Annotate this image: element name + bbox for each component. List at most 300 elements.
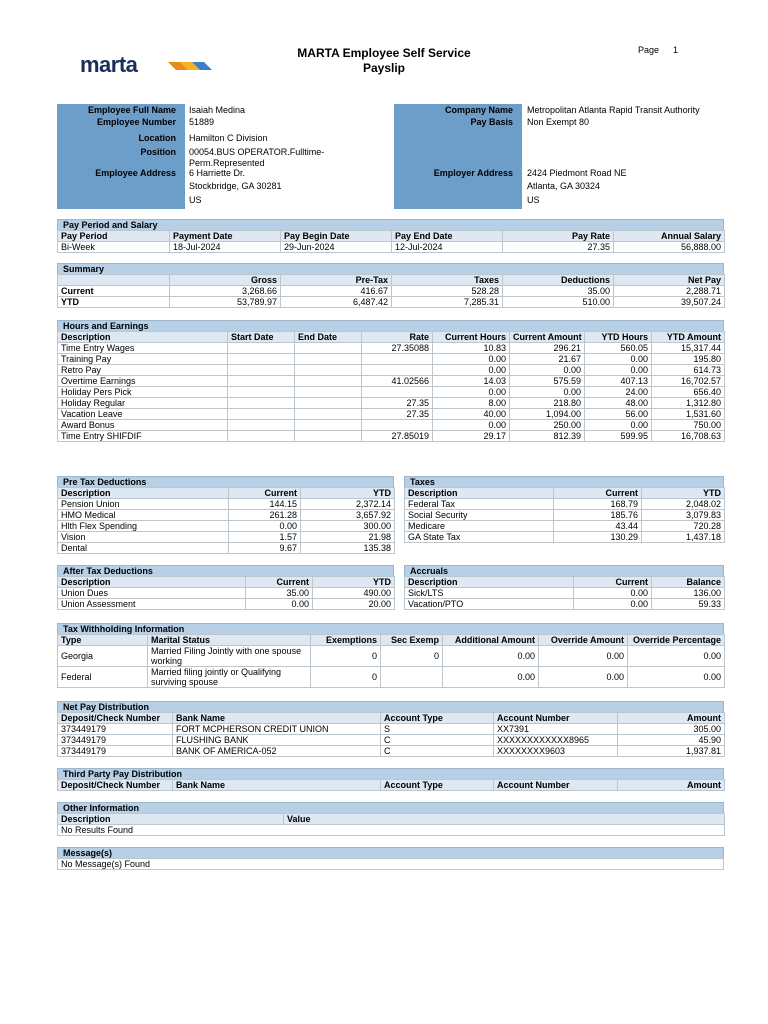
table-cell: 0 — [311, 667, 381, 688]
table-cell: Vacation Leave — [58, 409, 228, 420]
table-cell: 2,048.02 — [642, 499, 725, 510]
column-header: Net Pay — [614, 275, 725, 286]
table-row — [58, 746, 725, 757]
table-cell: 27.35 — [362, 398, 433, 409]
table-cell: 0.00 — [443, 646, 539, 667]
employee-address-label: Employee Address — [95, 168, 176, 178]
table-cell: 14.03 — [433, 376, 510, 387]
table-cell: Pension Union — [58, 499, 229, 510]
table-cell: 12-Jul-2024 — [392, 242, 503, 253]
other-info-section — [57, 802, 724, 836]
table-cell: 0 — [311, 646, 381, 667]
column-header: YTD — [642, 488, 725, 499]
table-cell: 1,437.18 — [642, 532, 725, 543]
table-cell — [295, 376, 362, 387]
column-header: Current Hours — [433, 332, 510, 343]
table-cell: 15,317.44 — [652, 343, 725, 354]
table-cell: 39,507.24 — [614, 297, 725, 308]
column-header: Deposit/Check Number — [58, 713, 173, 724]
table-cell: 0.00 — [433, 387, 510, 398]
position-label: Position — [140, 147, 176, 157]
table-cell: 135.38 — [301, 543, 395, 554]
column-header: Pay Begin Date — [281, 231, 392, 242]
table-cell: 130.29 — [554, 532, 642, 543]
table-row — [58, 724, 725, 735]
table-cell: XXXXXXXXXXXX8965 — [494, 735, 618, 746]
table-cell: 2,288.71 — [614, 286, 725, 297]
table-row — [58, 667, 725, 688]
table-cell: 614.73 — [652, 365, 725, 376]
table-cell: Overtime Earnings — [58, 376, 228, 387]
table-cell: Time Entry Wages — [58, 343, 228, 354]
empty-message: No Message(s) Found — [58, 859, 724, 870]
accruals-title: Accruals — [404, 565, 724, 576]
table-cell: Vacation/PTO — [405, 599, 574, 610]
table-cell: 0 — [381, 646, 443, 667]
table-cell: 407.13 — [585, 376, 652, 387]
table-cell: Social Security — [405, 510, 554, 521]
table-row — [58, 431, 725, 442]
table-cell — [228, 420, 295, 431]
messages-section — [57, 847, 724, 870]
column-header: Value — [284, 814, 725, 825]
table-cell: Holiday Pers Pick — [58, 387, 228, 398]
table-cell: HMO Medical — [58, 510, 229, 521]
table-cell: 16,708.63 — [652, 431, 725, 442]
pretax-section — [57, 476, 394, 554]
table-cell: Award Bonus — [58, 420, 228, 431]
column-header — [58, 275, 170, 286]
column-header: Current — [574, 577, 652, 588]
table-cell: Married Filing Jointly with one spouse working — [148, 646, 311, 667]
table-row — [58, 297, 725, 308]
employee-full-name: Isaiah Medina — [189, 105, 246, 115]
column-header: YTD — [301, 488, 395, 499]
column-header: Description — [58, 577, 246, 588]
table-cell — [295, 343, 362, 354]
table-cell: 16,702.57 — [652, 376, 725, 387]
table-cell — [295, 398, 362, 409]
column-header: Description — [405, 577, 574, 588]
table-cell: 0.00 — [539, 667, 628, 688]
table-cell: 575.59 — [510, 376, 585, 387]
hours-earnings-table — [57, 331, 725, 442]
table-cell: 20.00 — [313, 599, 395, 610]
table-header-row — [58, 814, 725, 825]
employer-address-line1: 2424 Piedmont Road NE — [527, 168, 627, 178]
pretax-title: Pre Tax Deductions — [57, 476, 394, 487]
table-cell: 0.00 — [433, 365, 510, 376]
table-cell: 9.67 — [229, 543, 301, 554]
table-cell — [295, 354, 362, 365]
table-cell: 10.83 — [433, 343, 510, 354]
table-cell: 373449179 — [58, 724, 173, 735]
table-cell: 21.67 — [510, 354, 585, 365]
column-header: Pay Period — [58, 231, 170, 242]
table-cell: 300.00 — [301, 521, 395, 532]
table-cell: Hlth Flex Spending — [58, 521, 229, 532]
employee-full-name-label: Employee Full Name — [87, 105, 176, 115]
table-cell: 373449179 — [58, 746, 173, 757]
table-header-row — [58, 780, 725, 791]
table-cell: FORT MCPHERSON CREDIT UNION — [173, 724, 381, 735]
net-pay-table — [57, 712, 725, 757]
table-cell: Medicare — [405, 521, 554, 532]
table-cell: 41.02566 — [362, 376, 433, 387]
table-cell: 27.35088 — [362, 343, 433, 354]
table-cell: 250.00 — [510, 420, 585, 431]
table-cell: 1,312.80 — [652, 398, 725, 409]
employer-address-line2: Atlanta, GA 30324 — [527, 181, 601, 191]
table-cell: 0.00 — [628, 646, 725, 667]
column-header: Bank Name — [173, 713, 381, 724]
table-cell: Federal Tax — [405, 499, 554, 510]
table-cell: S — [381, 724, 494, 735]
table-cell: Retro Pay — [58, 365, 228, 376]
table-row — [405, 588, 725, 599]
table-cell: 218.80 — [510, 398, 585, 409]
table-cell: 3,657.92 — [301, 510, 395, 521]
column-header: Payment Date — [170, 231, 281, 242]
table-cell: 136.00 — [652, 588, 725, 599]
table-cell: 35.00 — [246, 588, 313, 599]
row-header: YTD — [58, 297, 170, 308]
table-row — [405, 521, 725, 532]
column-header: Account Number — [494, 713, 618, 724]
table-cell: Federal — [58, 667, 148, 688]
table-cell: 185.76 — [554, 510, 642, 521]
column-header: Start Date — [228, 332, 295, 343]
table-cell: 0.00 — [574, 599, 652, 610]
table-cell: Bi-Week — [58, 242, 170, 253]
table-cell: 56,888.00 — [614, 242, 725, 253]
accruals-section — [404, 565, 724, 610]
table-cell — [362, 365, 433, 376]
messages-table — [57, 858, 724, 870]
other-info-table — [57, 813, 725, 836]
table-cell: 528.28 — [392, 286, 503, 297]
table-header-row — [405, 577, 725, 588]
page-indicator — [638, 45, 692, 55]
column-header: Description — [58, 488, 229, 499]
column-header: Current Amount — [510, 332, 585, 343]
table-cell: 48.00 — [585, 398, 652, 409]
table-cell: 1,937.81 — [618, 746, 725, 757]
table-row — [58, 420, 725, 431]
table-row — [58, 499, 395, 510]
table-row — [58, 521, 395, 532]
column-header: Deductions — [503, 275, 614, 286]
aftertax-table — [57, 576, 395, 610]
table-cell: 1.57 — [229, 532, 301, 543]
table-row — [58, 387, 725, 398]
third-party-title: Third Party Pay Distribution — [57, 768, 724, 779]
taxes-table — [404, 487, 725, 543]
table-row — [58, 588, 395, 599]
table-cell: 6,487.42 — [281, 297, 392, 308]
table-cell: XX7391 — [494, 724, 618, 735]
table-cell — [381, 667, 443, 688]
table-cell: 490.00 — [313, 588, 395, 599]
column-header: Rate — [362, 332, 433, 343]
column-header: Override Percentage — [628, 635, 725, 646]
table-cell — [228, 409, 295, 420]
table-cell — [295, 387, 362, 398]
table-cell: 261.28 — [229, 510, 301, 521]
other-info-title: Other Information — [57, 802, 724, 813]
column-header: Account Type — [381, 713, 494, 724]
table-cell — [295, 409, 362, 420]
table-cell: 8.00 — [433, 398, 510, 409]
table-cell: 21.98 — [301, 532, 395, 543]
table-header-row — [58, 577, 395, 588]
table-cell: 0.00 — [585, 354, 652, 365]
table-cell: 0.00 — [433, 354, 510, 365]
table-cell: 0.00 — [510, 365, 585, 376]
taxes-title: Taxes — [404, 476, 724, 487]
table-cell: 3,079.83 — [642, 510, 725, 521]
accruals-table — [404, 576, 725, 610]
table-cell: 656.40 — [652, 387, 725, 398]
page-label: Page — [638, 45, 660, 55]
table-cell: 0.00 — [574, 588, 652, 599]
summary-title: Summary — [57, 263, 724, 274]
column-header: Bank Name — [173, 780, 381, 791]
table-cell — [295, 365, 362, 376]
company-name: Metropolitan Atlanta Rapid Transit Authority — [527, 105, 700, 115]
table-cell: Union Assessment — [58, 599, 246, 610]
table-cell: 0.00 — [443, 667, 539, 688]
table-header-row — [58, 332, 725, 343]
table-row — [58, 398, 725, 409]
column-header: Pre-Tax — [281, 275, 392, 286]
table-cell: 0.00 — [585, 365, 652, 376]
table-cell: 29.17 — [433, 431, 510, 442]
net-pay-title: Net Pay Distribution — [57, 701, 724, 712]
table-cell: Holiday Regular — [58, 398, 228, 409]
table-cell: 0.00 — [510, 387, 585, 398]
table-cell: 29-Jun-2024 — [281, 242, 392, 253]
employee-address-line2: Stockbridge, GA 30281 — [189, 181, 282, 191]
summary-section — [57, 263, 724, 308]
table-row — [58, 735, 725, 746]
table-cell: 720.28 — [642, 521, 725, 532]
hours-earnings-section — [57, 320, 724, 442]
table-cell: 144.15 — [229, 499, 301, 510]
employee-address-line1: 6 Harriette Dr. — [189, 168, 246, 178]
table-cell: 1,094.00 — [510, 409, 585, 420]
table-cell: BANK OF AMERICA-052 — [173, 746, 381, 757]
table-row — [58, 543, 395, 554]
column-header: Amount — [618, 780, 725, 791]
table-row — [58, 343, 725, 354]
table-cell: 59.33 — [652, 599, 725, 610]
employee-address-line3: US — [189, 195, 202, 205]
table-cell: 35.00 — [503, 286, 614, 297]
table-header-row — [405, 488, 725, 499]
position-value: 00054.BUS OPERATOR.Fulltime-Perm.Represented — [189, 147, 325, 168]
table-cell — [295, 431, 362, 442]
table-cell: Married filing jointly or Qualifying surviving spouse — [148, 667, 311, 688]
table-cell: 0.00 — [229, 521, 301, 532]
aftertax-title: After Tax Deductions — [57, 565, 394, 576]
table-row — [58, 286, 725, 297]
employee-number: 51889 — [189, 117, 215, 127]
table-row — [58, 599, 395, 610]
column-header: Description — [58, 332, 228, 343]
column-header: Sec Exemp — [381, 635, 443, 646]
table-cell — [228, 354, 295, 365]
table-cell: 3,268.66 — [170, 286, 281, 297]
pretax-table — [57, 487, 395, 554]
table-row — [58, 365, 725, 376]
table-cell: 0.00 — [246, 599, 313, 610]
hours-earnings-title: Hours and Earnings — [57, 320, 724, 331]
pay-period-section — [57, 219, 724, 253]
pay-period-table — [57, 230, 725, 253]
column-header: Pay Rate — [503, 231, 614, 242]
table-cell: 168.79 — [554, 499, 642, 510]
table-cell: C — [381, 746, 494, 757]
table-cell: 305.00 — [618, 724, 725, 735]
location-value: Hamilton C Division — [189, 133, 268, 143]
table-cell: 1,531.60 — [652, 409, 725, 420]
column-header: Current — [554, 488, 642, 499]
column-header: YTD Amount — [652, 332, 725, 343]
column-header: Deposit/Check Number — [58, 780, 173, 791]
column-header: Description — [405, 488, 554, 499]
column-header: Marital Status — [148, 635, 311, 646]
table-row — [405, 510, 725, 521]
company-name-label: Company Name — [444, 105, 513, 115]
table-header-row — [58, 231, 725, 242]
column-header: Override Amount — [539, 635, 628, 646]
table-cell: Vision — [58, 532, 229, 543]
location-label: Location — [138, 133, 176, 143]
page-number: 1 — [673, 45, 679, 55]
column-header: Account Number — [494, 780, 618, 791]
table-cell: 40.00 — [433, 409, 510, 420]
column-header: Type — [58, 635, 148, 646]
table-row — [58, 510, 395, 521]
table-row — [58, 354, 725, 365]
table-cell: 24.00 — [585, 387, 652, 398]
table-row — [58, 825, 725, 836]
taxes-section — [404, 476, 724, 543]
column-header: Balance — [652, 577, 725, 588]
logo-wordmark: marta — [80, 55, 138, 77]
column-header: End Date — [295, 332, 362, 343]
table-header-row — [58, 713, 725, 724]
table-cell: 296.21 — [510, 343, 585, 354]
table-cell: 27.35 — [503, 242, 614, 253]
table-cell: 45.90 — [618, 735, 725, 746]
employer-address-line3: US — [527, 195, 540, 205]
table-cell: 0.00 — [585, 420, 652, 431]
table-cell — [295, 420, 362, 431]
table-row — [405, 499, 725, 510]
tax-withholding-table — [57, 634, 725, 688]
third-party-table — [57, 779, 725, 791]
table-cell: Dental — [58, 543, 229, 554]
column-header: YTD — [313, 577, 395, 588]
table-cell: GA State Tax — [405, 532, 554, 543]
messages-title: Message(s) — [57, 847, 724, 858]
table-cell: Georgia — [58, 646, 148, 667]
table-cell — [228, 376, 295, 387]
tax-withholding-title: Tax Withholding Information — [57, 623, 724, 634]
pay-basis: Non Exempt 80 — [527, 117, 590, 127]
table-cell: Training Pay — [58, 354, 228, 365]
pay-basis-label: Pay Basis — [470, 117, 513, 127]
column-header: Gross — [170, 275, 281, 286]
employer-address-label: Employer Address — [433, 168, 513, 178]
table-cell: 0.00 — [628, 667, 725, 688]
table-cell: Union Dues — [58, 588, 246, 599]
page-title: MARTA Employee Self Service — [297, 46, 471, 60]
table-header-row — [58, 635, 725, 646]
summary-table — [57, 274, 725, 308]
table-header-row — [58, 275, 725, 286]
table-header-row — [58, 488, 395, 499]
table-cell: 7,285.31 — [392, 297, 503, 308]
table-row — [58, 376, 725, 387]
page-subtitle: Payslip — [362, 61, 406, 75]
column-header: Exemptions — [311, 635, 381, 646]
column-header: Annual Salary — [614, 231, 725, 242]
column-header: Additional Amount — [443, 635, 539, 646]
table-row — [58, 409, 725, 420]
table-cell — [362, 387, 433, 398]
column-header: Description — [58, 814, 284, 825]
table-cell: 0.00 — [433, 420, 510, 431]
table-cell: 56.00 — [585, 409, 652, 420]
table-cell: Sick/LTS — [405, 588, 574, 599]
table-row — [405, 599, 725, 610]
column-header: Current — [246, 577, 313, 588]
table-cell: 812.39 — [510, 431, 585, 442]
column-header: Account Type — [381, 780, 494, 791]
table-cell: 27.85019 — [362, 431, 433, 442]
column-header: Amount — [618, 713, 725, 724]
table-cell — [228, 398, 295, 409]
pay-period-title: Pay Period and Salary — [57, 219, 724, 230]
table-cell: 416.67 — [281, 286, 392, 297]
employee-info-section — [57, 104, 724, 209]
table-cell: 27.35 — [362, 409, 433, 420]
table-cell: 18-Jul-2024 — [170, 242, 281, 253]
table-cell: 43.44 — [554, 521, 642, 532]
table-cell: 750.00 — [652, 420, 725, 431]
table-cell: 2,372.14 — [301, 499, 395, 510]
table-cell: 373449179 — [58, 735, 173, 746]
table-cell — [228, 343, 295, 354]
table-cell: FLUSHING BANK — [173, 735, 381, 746]
column-header: YTD Hours — [585, 332, 652, 343]
net-pay-section — [57, 701, 724, 757]
table-cell: 510.00 — [503, 297, 614, 308]
table-cell — [228, 365, 295, 376]
row-header: Current — [58, 286, 170, 297]
table-cell — [362, 420, 433, 431]
aftertax-section — [57, 565, 394, 610]
table-row — [58, 646, 725, 667]
table-row — [405, 532, 725, 543]
table-cell: 599.95 — [585, 431, 652, 442]
table-cell: Time Entry SHIFDIF — [58, 431, 228, 442]
employee-number-label: Employee Number — [96, 117, 176, 127]
empty-message: No Results Found — [58, 825, 725, 836]
